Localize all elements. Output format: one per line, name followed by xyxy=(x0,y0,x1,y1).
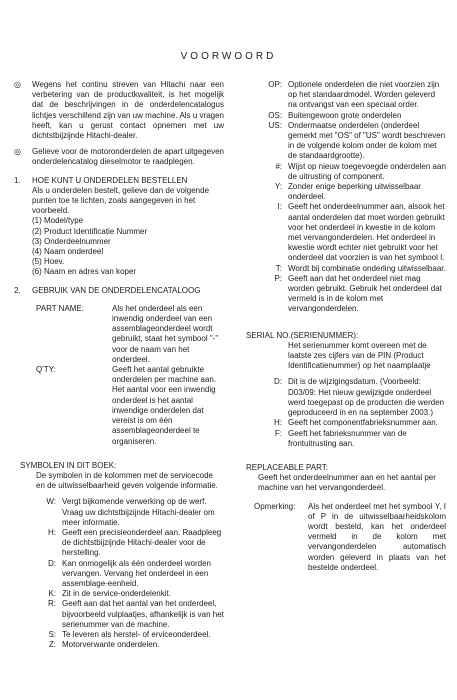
code-text: Geeft aan dat het onderdeel niet mag worden gebruikt. Gebruik het onderdeel dat vermeld is in de kolom met vervangonderdelen. xyxy=(288,273,442,314)
code-item xyxy=(246,274,446,315)
code-key: D: xyxy=(274,377,282,387)
code-key: Y: xyxy=(274,182,282,192)
symbol-code: W: xyxy=(46,497,56,507)
symbol-item xyxy=(20,630,224,640)
list-item: (6) Naam en adres van koper xyxy=(32,267,137,277)
code-key: OP: xyxy=(268,80,282,89)
code-text: Geeft het fabrieksnummer van de frontuitrusting aan. xyxy=(288,428,407,448)
code-text: Geeft het componentfabrieksnummer aan. xyxy=(288,418,438,428)
code-text: Ondermaatse onderdelen (onderdeel gemerkt met "OS" of "US" wordt beschreven in de volgende kolom onder de kolom met de standaardgrootte). xyxy=(288,120,446,161)
symbol-text: Te leveren als herstel- of erviceonderdeel. xyxy=(62,629,211,639)
definition-part-name xyxy=(14,304,224,365)
section-intro: Als u onderdelen bestelt, gelieve dan de volgende punten toe te lichten, zoals aangegeven in het voorbeeld. xyxy=(32,185,210,216)
code-key: H: xyxy=(274,418,282,428)
list-item: (3) Onderdeelnummer xyxy=(32,236,111,246)
serial-text: Het serienummer komt overeen met de laatste zes cijfers van de PIN (Product Identificatienummer) op het naamplaatje xyxy=(288,340,431,371)
bullet-item xyxy=(14,147,224,167)
code-item xyxy=(246,418,446,428)
definition-desc: Als het onderdeel als een inwendig onderdeel van een assemblageonderdeel wordt gebruikt, staat het symbool "-" voor de naam van het onderdeel. xyxy=(112,303,219,364)
code-text: Buitengewoon grote onderdelen xyxy=(288,110,402,120)
code-item xyxy=(246,264,446,274)
code-key: F: xyxy=(274,428,282,438)
symbol-text: Kan onmogelijk als één onderdeel worden vervangen. Vervang het onderdeel in een assemblage-eenheid. xyxy=(62,558,211,588)
code-text: Zonder enige beperking uitwisselbaar onderdeel. xyxy=(288,182,421,202)
symbol-code: H: xyxy=(48,527,56,537)
symbol-text: Geeft een precisieonderdeel aan. Raadpleeg de dichtstbijzijnde Hitachi-dealer voor de herstelling. xyxy=(62,527,222,558)
code-item xyxy=(246,202,446,263)
code-text: Wijst op nieuw toegevoegde onderdelen aan de uitrusting of component. xyxy=(288,161,446,181)
code-text: Geeft het onderdeelnummer aan, alsook het aantal onderdelen dat moet worden gebruikt voor het onderdeel in kwestie in de kolom met vervangonderdelen. Het onderdeel in kwestie wordt echter niet gebruikt voor het onderdeel dat voorzien is van het symbool I. xyxy=(288,202,445,263)
symbol-text: Motorverwante onderdelen. xyxy=(62,640,160,650)
definition-desc: Geeft het aantal gebruikte onderdelen per machine aan. Het aantal voor een inwendig onderdeel is het aantal inwendige onderdelen dat vereist is om één assemblageonderdeel te organiseren. xyxy=(112,365,217,446)
code-key: I: xyxy=(277,202,282,212)
section-1 xyxy=(14,176,224,278)
section-number: 1. xyxy=(14,175,21,185)
note xyxy=(246,502,446,573)
code-key: US: xyxy=(268,120,282,130)
symbol-item xyxy=(20,497,224,528)
section-number: 2. xyxy=(14,285,21,295)
definition-term: Q'TY: xyxy=(36,365,56,375)
symbol-text: Zit in de service-onderdelenkit. xyxy=(62,589,171,599)
code-key: OS: xyxy=(268,110,282,120)
symbol-code: D: xyxy=(48,558,56,568)
symbol-code: K: xyxy=(48,589,56,599)
symbol-code: S: xyxy=(48,629,56,639)
code-item xyxy=(246,80,446,111)
code-text: Dit is de wijzigingsdatum. (Voorbeeld: D03/09: Het nieuw gewijzigde onderdeel werd toegepast op de producten die werden geproduceerd in en na september 2003.) xyxy=(288,377,445,418)
code-item xyxy=(246,182,446,202)
note-text: Als het onderdeel met het symbool Y, I of P in de uitwisselbaarheidskolom wordt besteld, kan het onderdeel vermeld in de kolom met vervangonderdelen automatisch worden geleverd in plaats van het bestelde onderdeel. xyxy=(308,501,446,572)
code-key: T: xyxy=(275,263,282,273)
section-heading: SERIAL NO.(SERIENUMMER): xyxy=(246,330,359,340)
bullet-mark: ◎ xyxy=(14,147,21,157)
code-key: P: xyxy=(274,273,282,283)
symbol-item xyxy=(20,528,224,559)
code-item xyxy=(246,121,446,162)
bullet-mark: ◎ xyxy=(14,80,21,89)
definition-term: PART NAME: xyxy=(36,303,85,313)
list-item: (1) Model/type xyxy=(32,216,84,226)
serial-section xyxy=(246,331,446,449)
list-item: (2) Product Identificatie Nummer xyxy=(32,226,148,236)
section-heading: GEBRUIK VAN DE ONDERDELENCATALOOG xyxy=(32,285,201,295)
right-column xyxy=(246,80,446,573)
symbol-code: R: xyxy=(48,599,56,609)
bullet-item xyxy=(14,80,224,141)
page-title: VOORWOORD xyxy=(180,51,277,62)
symbols-section xyxy=(14,461,224,651)
code-text: Optionele onderdelen die niet voorzien zijn op het standaardmodel. Worden geleverd na ontvangst van een speciaal order. xyxy=(288,80,440,110)
replaceable-text: Geeft het onderdeelnummer aan en het aantal per machine van het vervangonderdeel. xyxy=(258,473,436,493)
symbol-text: Vergt bijkomende verwerking op de werf. Vraag uw dichtstbijzijnde Hitachi-dealer om meer informatie. xyxy=(62,497,215,527)
section-heading: HOE KUNT U ONDERDELEN BESTELLEN xyxy=(32,175,188,185)
code-item xyxy=(246,377,446,418)
note-label: Opmerking: xyxy=(254,501,296,511)
left-column xyxy=(14,80,224,650)
code-item xyxy=(246,111,446,121)
bullet-text: Gelieve voor de motoronderdelen de apart uitgegeven onderdelencatalog dieselmotor te raadplegen. xyxy=(32,147,224,167)
bullet-text: Wegens het continu streven van Hitachi naar een verbetering van de productkwaliteit, is het mogelijk dat de beschrijvingen in de onderdelencatalogus lichtjes verschillend zijn van uw machine. Als u vragen heeft, kan u gerust contact opnemen met uw dichtstbijzijnde Hitachi-dealer. xyxy=(32,80,224,141)
symbol-item xyxy=(20,640,224,650)
code-item xyxy=(246,429,446,449)
symbol-code: Z: xyxy=(48,640,56,650)
symbol-item xyxy=(20,559,224,590)
symbol-item xyxy=(20,589,224,599)
section-heading: REPLACEABLE PART: xyxy=(246,462,328,472)
section-heading: SYMBOLEN IN DIT BOEK: xyxy=(20,460,117,470)
code-item xyxy=(246,162,446,182)
code-text: Wordt bij combinatie onderling uitwisselbaar. xyxy=(288,263,446,273)
definition-qty xyxy=(14,365,224,447)
code-key: #: xyxy=(275,161,282,171)
list-item: (4) Naam onderdeel xyxy=(32,247,104,257)
symbol-text: Geeft aan dat het aantal van het onderdeel, bijvoorbeeld vulplaatjes, afhankelijk is van het serienummer van de machine. xyxy=(62,599,224,629)
replaceable-section xyxy=(246,463,446,573)
symbols-intro: De symbolen in de kolommen met de servicecode en de uitwisselbaarheid geven volgende informatie. xyxy=(36,470,218,491)
section-2 xyxy=(14,286,224,296)
symbol-item xyxy=(20,599,224,630)
list-item: (5) Hoev. xyxy=(32,257,65,267)
